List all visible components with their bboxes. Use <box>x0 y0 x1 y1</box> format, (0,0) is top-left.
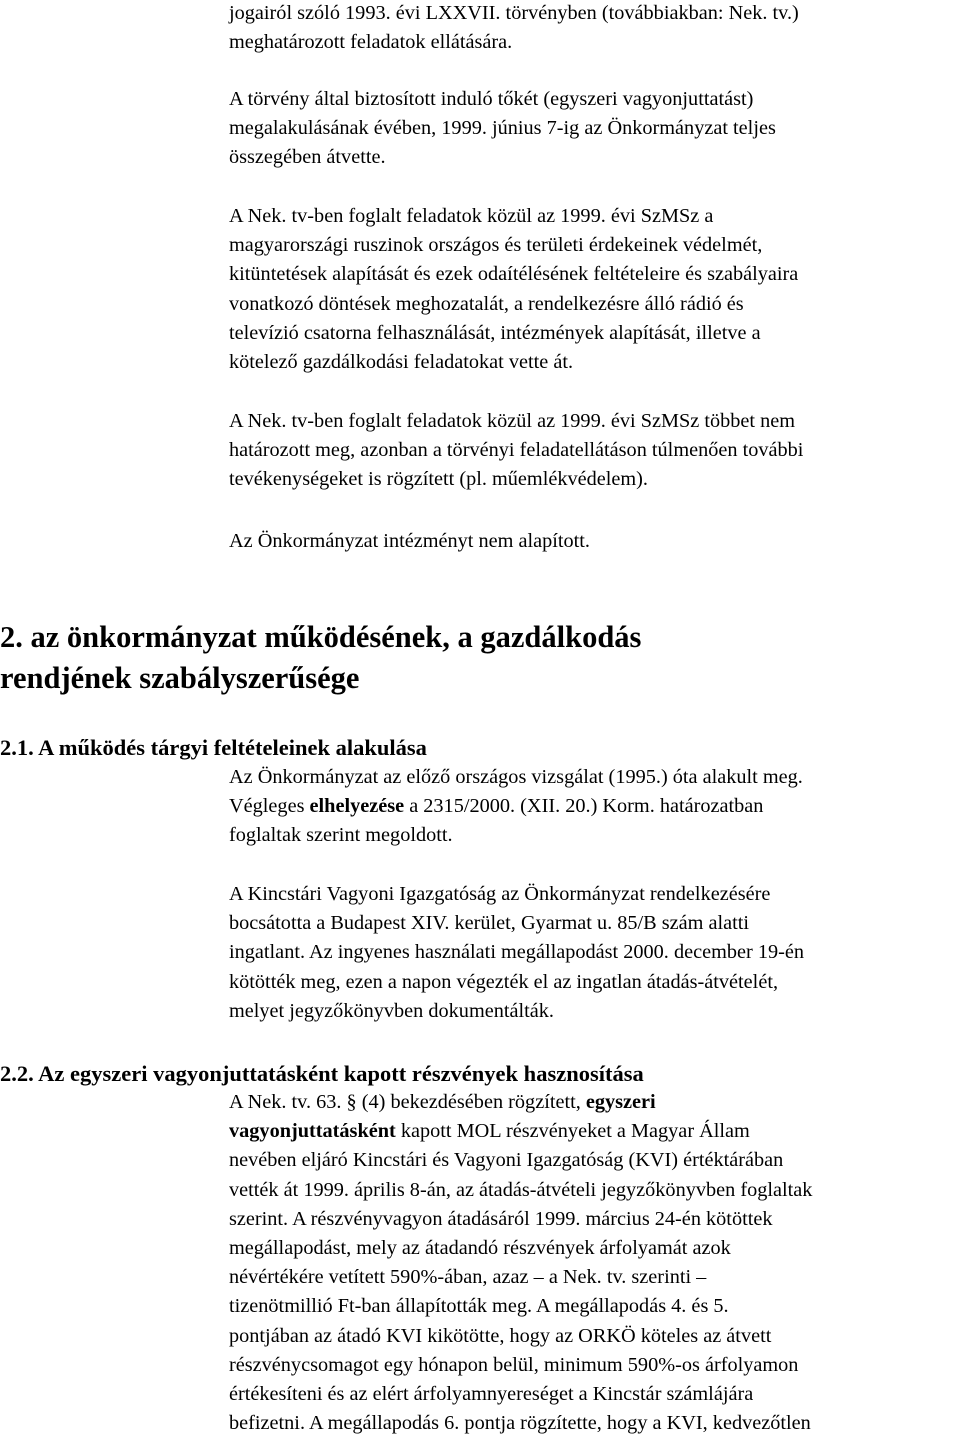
text-run: Végleges <box>229 795 310 818</box>
text-line: szerint. A részvényvagyon átadásáról 1999. március 24-én kötöttek <box>229 1207 773 1230</box>
text-line: kötötték meg, ezen a napon végezték el az ingatlan átadás-átvételét, <box>229 970 779 993</box>
text-line: meghatározott feladatok ellátására. <box>229 31 513 54</box>
text-line: Az Önkormányzat intézményt nem alapított. <box>229 530 591 552</box>
text-line: összegében átvette. <box>229 146 386 169</box>
text-run: kapott MOL részvényeket a Magyar Állam <box>395 1120 750 1143</box>
paragraph-2-2-shares <box>229 1088 957 1438</box>
text-line: tizenötmillió Ft-ban állapították meg. A megállapodás 4. és 5. <box>229 1295 729 1318</box>
text-line: kötelező gazdálkodási feladatokat vette át. <box>229 351 574 374</box>
text-line: A törvény által biztosított induló tőkét (egyszeri vagyonjuttatást) <box>229 88 754 110</box>
text-line: televízió csatorna felhasználását, intézmények alapítását, illetve a <box>229 321 761 344</box>
text-line: vonatkozó döntések meghozatalát, a rendelkezésre álló rádió és <box>229 292 744 315</box>
paragraph-tasks <box>229 202 957 377</box>
bold-text-run: elhelyezése <box>309 795 405 818</box>
subsection-heading-2-2: 2.2. Az egyszeri vagyonjuttatásként kapott részvények hasznosítása <box>0 1061 644 1086</box>
text-line: ingatlant. Az ingyenes használati megállapodást 2000. december 19-én <box>229 941 805 964</box>
paragraph-additional-activities <box>229 407 957 495</box>
paragraph-2-1-property <box>229 880 957 1026</box>
text-line: A Nek. tv-ben foglalt feladatok közül az 1999. évi SzMSz többet nem <box>229 410 796 432</box>
text-line: tevékenységeket is rögzített (pl. műemlékvédelem). <box>229 468 648 491</box>
paragraph-2-1-location <box>229 763 957 851</box>
text-run: A Nek. tv. 63. § (4) bekezdésében rögzített, <box>229 1091 586 1113</box>
text-line <box>229 1088 957 1117</box>
heading-line: 2. az önkormányzat működésének, a gazdálkodás <box>0 620 642 654</box>
text-run: a 2315/2000. (XII. 20.) Korm. határozatban <box>404 795 764 818</box>
bold-text-run: vagyonjuttatásként <box>229 1120 396 1143</box>
bold-text-run: egyszeri <box>585 1091 656 1113</box>
text-line: befizetni. A megállapodás 6. pontja rögzítette, hogy a KVI, kedvezőtlen <box>229 1412 811 1435</box>
paragraph-intro <box>229 0 957 57</box>
text-line: pontjában az átadó KVI kikötötte, hogy az ORKÖ köteles az átvett <box>229 1324 772 1347</box>
text-line: kitüntetések alapítását és ezek odaítélésének feltételeire és szabályaira <box>229 263 799 286</box>
text-line: magyarországi ruszinok országos és területi érdekeinek védelmét, <box>229 234 763 257</box>
text-line: vették át 1999. április 8-án, az átadás-átvételi jegyzőkönyvben foglaltak <box>229 1178 813 1201</box>
text-line: megalakulásának évében, 1999. június 7-ig az Önkormányzat teljes <box>229 117 776 140</box>
text-line: jogairól szóló 1993. évi LXXVII. törvényben (továbbiakban: Nek. tv.) <box>229 2 799 24</box>
text-line: megállapodást, mely az átadandó részvények árfolyamát azok <box>229 1237 731 1260</box>
section-heading-2 <box>0 617 958 699</box>
text-line: melyet jegyzőkönyvben dokumentálták. <box>229 999 554 1022</box>
text-line: részvénycsomagot egy hónapon belül, minimum 590%-os árfolyamon <box>229 1353 799 1376</box>
text-line: határozott meg, azonban a törvényi feladatellátáson túlmenően további <box>229 439 804 462</box>
heading-line: rendjének szabályszerűsége <box>0 661 360 695</box>
text-line: bocsátotta a Budapest XIV. kerület, Gyarmat u. 85/B szám alatti <box>229 912 750 935</box>
text-line: foglaltak szerint megoldott. <box>229 824 453 847</box>
text-line: A Kincstári Vagyoni Igazgatóság az Önkormányzat rendelkezésére <box>229 883 771 905</box>
text-line: Az Önkormányzat az előző országos vizsgálat (1995.) óta alakult meg. <box>229 766 803 788</box>
text-line: névértékére vetített 590%-ában, azaz – a Nek. tv. szerinti – <box>229 1266 707 1289</box>
text-line: nevében eljáró Kincstári és Vagyoni Igazgatóság (KVI) értéktárában <box>229 1149 784 1172</box>
paragraph-initial-capital <box>229 85 957 173</box>
text-line: A Nek. tv-ben foglalt feladatok közül az 1999. évi SzMSz a <box>229 205 714 227</box>
text-line: értékesíteni és az elért árfolyamnyereséget a Kincstár számlájára <box>229 1383 754 1406</box>
paragraph-institution <box>229 527 957 556</box>
text-line <box>229 792 957 821</box>
subsection-heading-2-1: 2.1. A működés tárgyi feltételeinek alakulása <box>0 735 427 760</box>
text-line <box>229 1117 957 1146</box>
